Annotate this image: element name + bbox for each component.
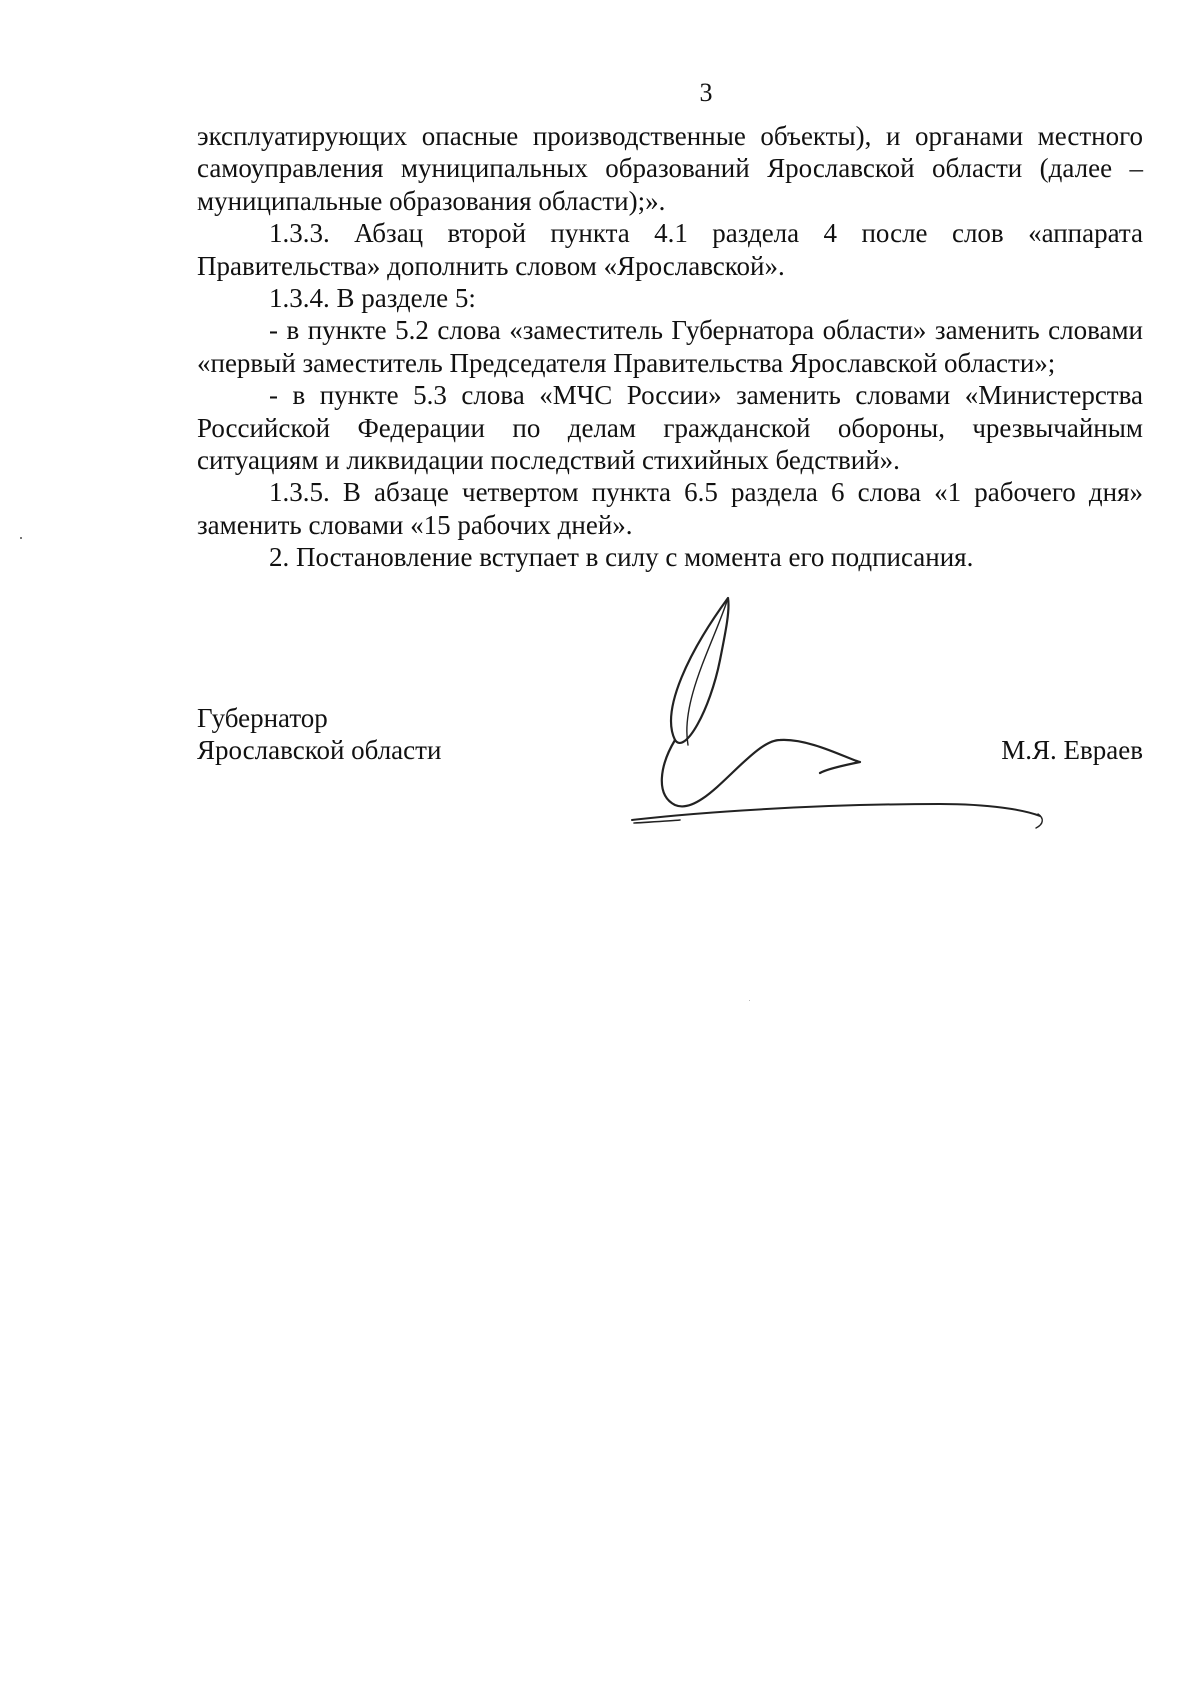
paragraph-2: 2. Постановление вступает в силу с момента его подписания. bbox=[269, 542, 974, 573]
signatory-position-line-2: Ярославской области bbox=[197, 735, 442, 766]
paragraph-item-5-3: - в пункте 5.3 слова «МЧС России» заменить словами «Министерства Российской Федерации по делам гражданской обороны, чрезвычайным ситуациям и ликвидации последствий стихийных бедствий». bbox=[197, 380, 1143, 476]
paragraph-1-3-3: 1.3.3. Абзац второй пункта 4.1 раздела 4 после слов «аппарата Правительства» дополнить словом «Ярославской». bbox=[197, 218, 1143, 281]
signatory-position bbox=[197, 702, 441, 767]
paragraph-1-3-4: 1.3.4. В разделе 5: bbox=[269, 283, 476, 314]
signature-block bbox=[197, 702, 1143, 782]
paragraph-item-5-2: - в пункте 5.2 слова «заместитель Губернатора области» заменить словами «первый заместитель Председателя Правительства Ярославской области»; bbox=[197, 315, 1143, 378]
paragraph-1-3-5: 1.3.5. В абзаце четвертом пункта 6.5 раздела 6 слова «1 рабочего дня» заменить словами «15 рабочих дней». bbox=[197, 477, 1143, 540]
document-body bbox=[197, 120, 1143, 574]
scan-artifact bbox=[749, 1000, 750, 1001]
paragraph-continuation: эксплуатирующих опасные производственные объекты), и органами местного самоуправления муниципальных образований Ярославской области (далее – муниципальные образования области);». bbox=[197, 121, 1143, 216]
signatory-name: М.Я. Евраев bbox=[1001, 735, 1143, 765]
signatory-position-line-1: Губернатор bbox=[197, 703, 328, 733]
scan-artifact bbox=[20, 537, 22, 539]
page-number: 3 bbox=[699, 78, 713, 107]
